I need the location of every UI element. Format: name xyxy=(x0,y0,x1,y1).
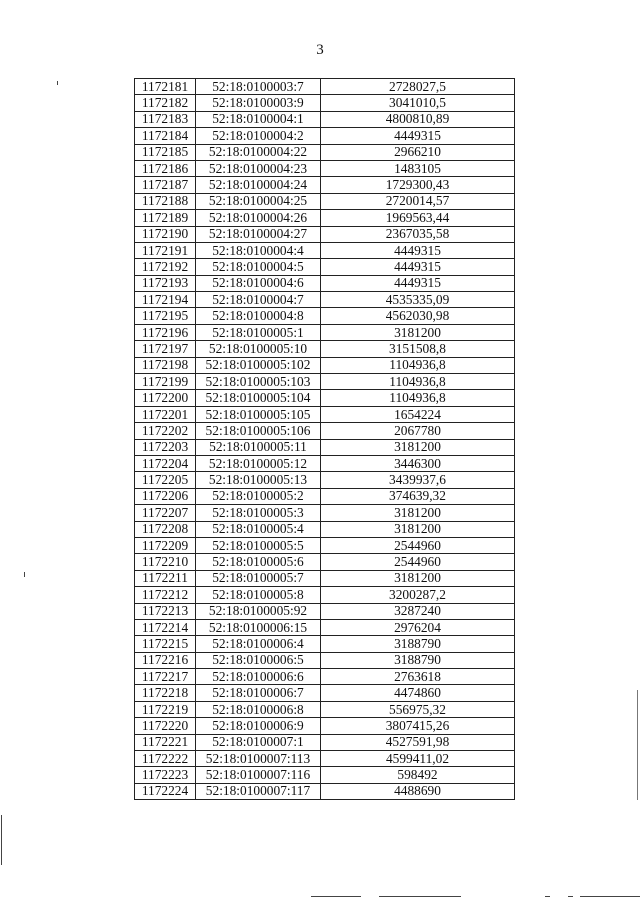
cadastral-number-cell: 52:18:0100006:5 xyxy=(196,652,321,668)
record-number-cell: 1172196 xyxy=(135,324,196,340)
cadastral-number-cell: 52:18:0100005:2 xyxy=(196,488,321,504)
record-number-cell: 1172189 xyxy=(135,210,196,226)
cadastral-value-cell: 4535335,09 xyxy=(321,292,515,308)
cadastral-value-cell: 4449315 xyxy=(321,128,515,144)
record-number-cell: 1172191 xyxy=(135,242,196,258)
table-row xyxy=(135,160,515,176)
cadastral-value-cell: 3188790 xyxy=(321,636,515,652)
cadastral-value-cell: 4474860 xyxy=(321,685,515,701)
record-number-cell: 1172207 xyxy=(135,505,196,521)
table-row xyxy=(135,259,515,275)
table-row xyxy=(135,472,515,488)
page-number: 3 xyxy=(316,42,324,58)
record-number-cell: 1172183 xyxy=(135,111,196,127)
cadastral-number-cell: 52:18:0100005:6 xyxy=(196,554,321,570)
cadastral-number-cell: 52:18:0100004:23 xyxy=(196,160,321,176)
cadastral-number-cell: 52:18:0100004:22 xyxy=(196,144,321,160)
cadastral-value-cell: 3181200 xyxy=(321,521,515,537)
scan-edge-line xyxy=(637,690,638,800)
record-number-cell: 1172201 xyxy=(135,406,196,422)
cadastral-value-cell: 598492 xyxy=(321,767,515,783)
cadastral-value-cell: 4449315 xyxy=(321,242,515,258)
record-number-cell: 1172208 xyxy=(135,521,196,537)
table-row xyxy=(135,226,515,242)
cadastral-value-cell: 3181200 xyxy=(321,505,515,521)
cadastral-value-cell: 3287240 xyxy=(321,603,515,619)
record-number-cell: 1172200 xyxy=(135,390,196,406)
record-number-cell: 1172206 xyxy=(135,488,196,504)
record-number-cell: 1172219 xyxy=(135,701,196,717)
table-row xyxy=(135,570,515,586)
cadastral-number-cell: 52:18:0100006:4 xyxy=(196,636,321,652)
cadastral-value-cell: 3181200 xyxy=(321,324,515,340)
cadastral-value-cell: 2544960 xyxy=(321,537,515,553)
cadastral-value-cell: 2728027,5 xyxy=(321,79,515,95)
cadastral-value-cell: 3151508,8 xyxy=(321,341,515,357)
cadastral-value-cell: 1104936,8 xyxy=(321,357,515,373)
record-number-cell: 1172190 xyxy=(135,226,196,242)
table-row xyxy=(135,587,515,603)
table-row xyxy=(135,767,515,783)
cadastral-number-cell: 52:18:0100005:3 xyxy=(196,505,321,521)
record-number-cell: 1172212 xyxy=(135,587,196,603)
record-number-cell: 1172194 xyxy=(135,292,196,308)
record-number-cell: 1172203 xyxy=(135,439,196,455)
table-row xyxy=(135,242,515,258)
table-row xyxy=(135,554,515,570)
record-number-cell: 1172209 xyxy=(135,537,196,553)
table-row xyxy=(135,357,515,373)
cadastral-value-cell: 4449315 xyxy=(321,275,515,291)
cadastral-number-cell: 52:18:0100005:106 xyxy=(196,423,321,439)
record-number-cell: 1172202 xyxy=(135,423,196,439)
record-number-cell: 1172214 xyxy=(135,619,196,635)
cadastral-number-cell: 52:18:0100005:104 xyxy=(196,390,321,406)
cadastral-value-cell: 4527591,98 xyxy=(321,734,515,750)
cadastral-number-cell: 52:18:0100005:13 xyxy=(196,472,321,488)
cadastral-number-cell: 52:18:0100005:92 xyxy=(196,603,321,619)
cadastral-value-cell: 1104936,8 xyxy=(321,374,515,390)
cadastral-number-cell: 52:18:0100007:1 xyxy=(196,734,321,750)
table-row xyxy=(135,79,515,95)
table-row xyxy=(135,718,515,734)
record-number-cell: 1172204 xyxy=(135,455,196,471)
cadastral-value-cell: 1104936,8 xyxy=(321,390,515,406)
cadastral-value-cell: 1729300,43 xyxy=(321,177,515,193)
record-number-cell: 1172188 xyxy=(135,193,196,209)
cadastral-value-cell: 2544960 xyxy=(321,554,515,570)
cadastral-value-cell: 3439937,6 xyxy=(321,472,515,488)
cadastral-number-cell: 52:18:0100005:4 xyxy=(196,521,321,537)
table-row xyxy=(135,685,515,701)
cadastral-number-cell: 52:18:0100006:9 xyxy=(196,718,321,734)
cadastral-value-cell: 374639,32 xyxy=(321,488,515,504)
record-number-cell: 1172215 xyxy=(135,636,196,652)
cadastral-number-cell: 52:18:0100005:5 xyxy=(196,537,321,553)
record-number-cell: 1172198 xyxy=(135,357,196,373)
cadastral-number-cell: 52:18:0100004:4 xyxy=(196,242,321,258)
cadastral-number-cell: 52:18:0100005:12 xyxy=(196,455,321,471)
cadastral-number-cell: 52:18:0100003:7 xyxy=(196,79,321,95)
record-number-cell: 1172197 xyxy=(135,341,196,357)
cadastral-number-cell: 52:18:0100007:113 xyxy=(196,751,321,767)
cadastral-value-cell: 2367035,58 xyxy=(321,226,515,242)
cadastral-number-cell: 52:18:0100006:8 xyxy=(196,701,321,717)
cadastral-value-cell: 3181200 xyxy=(321,439,515,455)
record-number-cell: 1172184 xyxy=(135,128,196,144)
cadastral-number-cell: 52:18:0100006:6 xyxy=(196,669,321,685)
cadastral-value-cell: 3446300 xyxy=(321,455,515,471)
record-number-cell: 1172218 xyxy=(135,685,196,701)
record-number-cell: 1172193 xyxy=(135,275,196,291)
cadastral-value-cell: 4449315 xyxy=(321,259,515,275)
cadastral-number-cell: 52:18:0100004:5 xyxy=(196,259,321,275)
cadastral-number-cell: 52:18:0100004:24 xyxy=(196,177,321,193)
record-number-cell: 1172211 xyxy=(135,570,196,586)
cadastral-number-cell: 52:18:0100004:1 xyxy=(196,111,321,127)
record-number-cell: 1172220 xyxy=(135,718,196,734)
cadastral-value-cell: 4562030,98 xyxy=(321,308,515,324)
record-number-cell: 1172224 xyxy=(135,783,196,799)
scan-mark xyxy=(57,81,58,85)
cadastral-number-cell: 52:18:0100005:11 xyxy=(196,439,321,455)
table-row xyxy=(135,603,515,619)
record-number-cell: 1172181 xyxy=(135,79,196,95)
scan-bottom-line xyxy=(311,896,361,897)
cadastral-number-cell: 52:18:0100004:6 xyxy=(196,275,321,291)
table-row xyxy=(135,734,515,750)
record-number-cell: 1172221 xyxy=(135,734,196,750)
table-row xyxy=(135,324,515,340)
cadastral-value-table xyxy=(134,78,515,800)
scan-bottom-line xyxy=(545,896,550,897)
table-row xyxy=(135,619,515,635)
record-number-cell: 1172192 xyxy=(135,259,196,275)
scan-mark xyxy=(24,572,25,577)
record-number-cell: 1172213 xyxy=(135,603,196,619)
table-row xyxy=(135,144,515,160)
cadastral-value-cell: 3188790 xyxy=(321,652,515,668)
record-number-cell: 1172187 xyxy=(135,177,196,193)
cadastral-number-cell: 52:18:0100005:105 xyxy=(196,406,321,422)
cadastral-value-cell: 556975,32 xyxy=(321,701,515,717)
table-row xyxy=(135,652,515,668)
cadastral-number-cell: 52:18:0100005:10 xyxy=(196,341,321,357)
scan-bottom-line xyxy=(568,896,573,897)
cadastral-value-cell: 3807415,26 xyxy=(321,718,515,734)
record-number-cell: 1172199 xyxy=(135,374,196,390)
table-row xyxy=(135,374,515,390)
table-row xyxy=(135,128,515,144)
cadastral-number-cell: 52:18:0100004:7 xyxy=(196,292,321,308)
table-row xyxy=(135,488,515,504)
cadastral-value-cell: 4800810,89 xyxy=(321,111,515,127)
cadastral-value-cell: 2976204 xyxy=(321,619,515,635)
scan-edge-line xyxy=(1,815,2,865)
cadastral-number-cell: 52:18:0100005:7 xyxy=(196,570,321,586)
cadastral-value-cell: 2763618 xyxy=(321,669,515,685)
record-number-cell: 1172195 xyxy=(135,308,196,324)
cadastral-number-cell: 52:18:0100003:9 xyxy=(196,95,321,111)
cadastral-value-cell: 2966210 xyxy=(321,144,515,160)
cadastral-number-cell: 52:18:0100006:7 xyxy=(196,685,321,701)
record-number-cell: 1172186 xyxy=(135,160,196,176)
record-number-cell: 1172223 xyxy=(135,767,196,783)
cadastral-number-cell: 52:18:0100004:2 xyxy=(196,128,321,144)
table-row xyxy=(135,636,515,652)
record-number-cell: 1172210 xyxy=(135,554,196,570)
cadastral-value-cell: 2720014,57 xyxy=(321,193,515,209)
record-number-cell: 1172217 xyxy=(135,669,196,685)
cadastral-number-cell: 52:18:0100005:8 xyxy=(196,587,321,603)
cadastral-number-cell: 52:18:0100006:15 xyxy=(196,619,321,635)
table-row xyxy=(135,406,515,422)
scan-bottom-line xyxy=(580,896,640,897)
table-row xyxy=(135,292,515,308)
cadastral-number-cell: 52:18:0100005:1 xyxy=(196,324,321,340)
table-row xyxy=(135,521,515,537)
table-row xyxy=(135,751,515,767)
cadastral-value-cell: 1969563,44 xyxy=(321,210,515,226)
table-row xyxy=(135,505,515,521)
table-row xyxy=(135,341,515,357)
cadastral-value-cell: 3200287,2 xyxy=(321,587,515,603)
table-row xyxy=(135,177,515,193)
cadastral-number-cell: 52:18:0100004:25 xyxy=(196,193,321,209)
cadastral-value-cell: 4488690 xyxy=(321,783,515,799)
table-row xyxy=(135,95,515,111)
cadastral-number-cell: 52:18:0100007:116 xyxy=(196,767,321,783)
cadastral-number-cell: 52:18:0100004:26 xyxy=(196,210,321,226)
table-body xyxy=(135,79,515,800)
table-row xyxy=(135,275,515,291)
cadastral-value-cell: 3181200 xyxy=(321,570,515,586)
record-number-cell: 1172205 xyxy=(135,472,196,488)
cadastral-number-cell: 52:18:0100004:27 xyxy=(196,226,321,242)
table-row xyxy=(135,390,515,406)
cadastral-number-cell: 52:18:0100005:103 xyxy=(196,374,321,390)
table-row xyxy=(135,193,515,209)
cadastral-value-cell: 4599411,02 xyxy=(321,751,515,767)
record-number-cell: 1172222 xyxy=(135,751,196,767)
cadastral-value-cell: 1483105 xyxy=(321,160,515,176)
table-row xyxy=(135,423,515,439)
cadastral-number-cell: 52:18:0100005:102 xyxy=(196,357,321,373)
record-number-cell: 1172185 xyxy=(135,144,196,160)
cadastral-value-cell: 3041010,5 xyxy=(321,95,515,111)
scan-bottom-line xyxy=(379,896,461,897)
table-row xyxy=(135,537,515,553)
table-row xyxy=(135,439,515,455)
record-number-cell: 1172182 xyxy=(135,95,196,111)
table-row xyxy=(135,111,515,127)
cadastral-number-cell: 52:18:0100004:8 xyxy=(196,308,321,324)
table-row xyxy=(135,455,515,471)
table-row xyxy=(135,308,515,324)
cadastral-number-cell: 52:18:0100007:117 xyxy=(196,783,321,799)
table-row xyxy=(135,783,515,799)
cadastral-value-cell: 2067780 xyxy=(321,423,515,439)
record-number-cell: 1172216 xyxy=(135,652,196,668)
table-row xyxy=(135,669,515,685)
cadastral-value-cell: 1654224 xyxy=(321,406,515,422)
table-row xyxy=(135,701,515,717)
table-row xyxy=(135,210,515,226)
